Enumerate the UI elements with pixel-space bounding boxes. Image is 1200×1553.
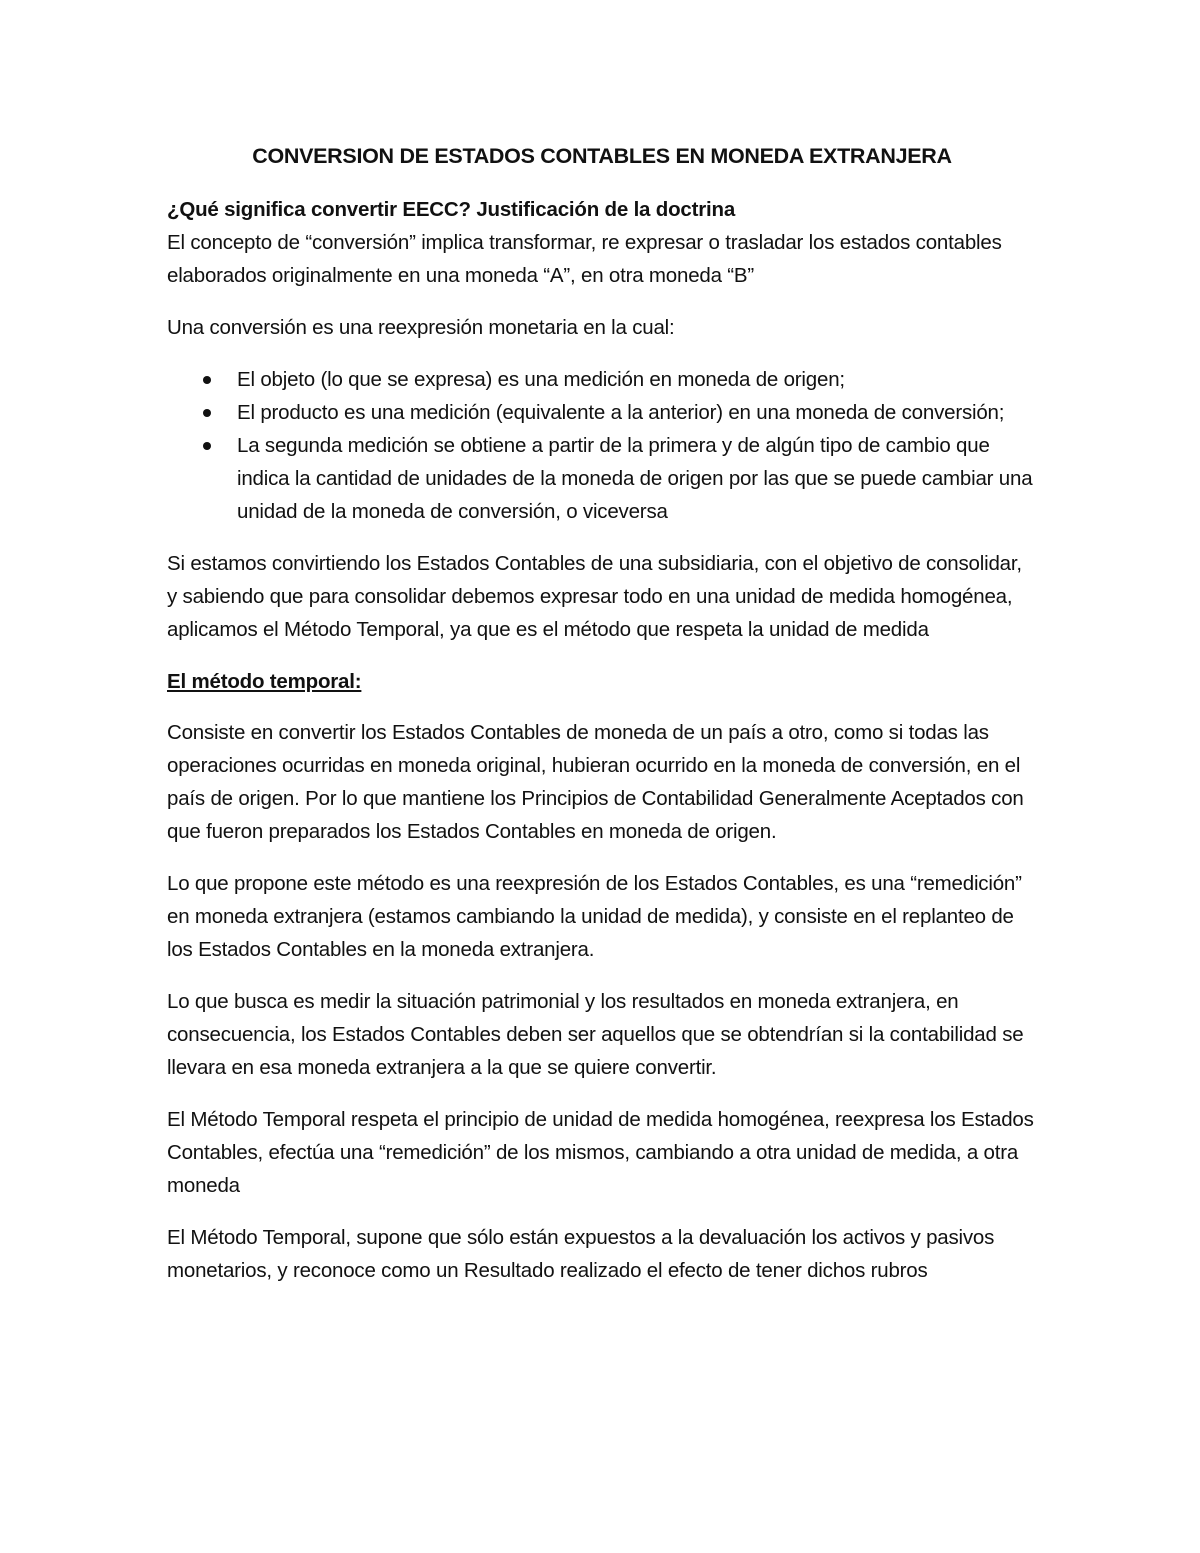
list-intro: Una conversión es una reexpresión monetaria en la cual: [167,316,675,339]
bullet-item [167,396,1037,429]
bullet-item [167,429,1037,528]
bullet-text: El producto es una medición (equivalente a la anterior) en una moneda de conversión; [237,401,1005,424]
paragraph: Lo que busca es medir la situación patrimonial y los resultados en moneda extranjera, en consecuencia, los Estados Contables deben ser aquellos que se obtendrían si la contabilidad se llevara en esa moneda extranjera a la que se quiere convertir. [167,990,1024,1079]
paragraph: Consiste en convertir los Estados Contables de moneda de un país a otro, como si todas las operaciones ocurridas en moneda original, hubieran ocurrido en la moneda de conversión, en el país de origen. Por lo que mantiene los Principios de Contabilidad Generalmente Aceptados con que fueron preparados los Estados Contables en moneda de origen. [167,721,1024,843]
paragraph: Lo que propone este método es una reexpresión de los Estados Contables, es una “remedición” en moneda extranjera (estamos cambiando la unidad de medida), y consiste en el replanteo de los Estados Contables en la moneda extranjera. [167,872,1022,961]
paragraph-subsidiaria: Si estamos convirtiendo los Estados Contables de una subsidiaria, con el objetivo de consolidar, y sabiendo que para consolidar debemos expresar todo en una unidad de medida homogénea, aplicamos el Método Temporal, ya que es el método que respeta la unidad de medida [167,552,1022,641]
section-heading: El método temporal: [167,670,362,693]
bullet-text: La segunda medición se obtiene a partir de la primera y de algún tipo de cambio que indica la cantidad de unidades de la moneda de origen por las que se puede cambiar una unidad de la moneda de conversión, o viceversa [237,434,1033,523]
bullet-icon [203,409,211,417]
bullet-icon [203,442,211,450]
bullet-icon [203,376,211,384]
bullet-item [167,363,1037,396]
intro-paragraph: El concepto de “conversión” implica transformar, re expresar o trasladar los estados contables elaborados originalmente en una moneda “A”, en otra moneda “B” [167,231,1002,287]
document-title: CONVERSION DE ESTADOS CONTABLES EN MONEDA EXTRANJERA [252,144,952,168]
paragraph: El Método Temporal respeta el principio de unidad de medida homogénea, reexpresa los Estados Contables, efectúa una “remedición” de los mismos, cambiando a otra unidad de medida, a otra moneda [167,1108,1034,1197]
bullet-text: El objeto (lo que se expresa) es una medición en moneda de origen; [237,368,845,391]
bullet-list [167,363,1037,528]
question-heading: ¿Qué significa convertir EECC? Justificación de la doctrina [167,198,736,221]
document-body [167,140,1037,1306]
paragraph: El Método Temporal, supone que sólo están expuestos a la devaluación los activos y pasivos monetarios, y reconoce como un Resultado realizado el efecto de tener dichos rubros [167,1226,995,1282]
